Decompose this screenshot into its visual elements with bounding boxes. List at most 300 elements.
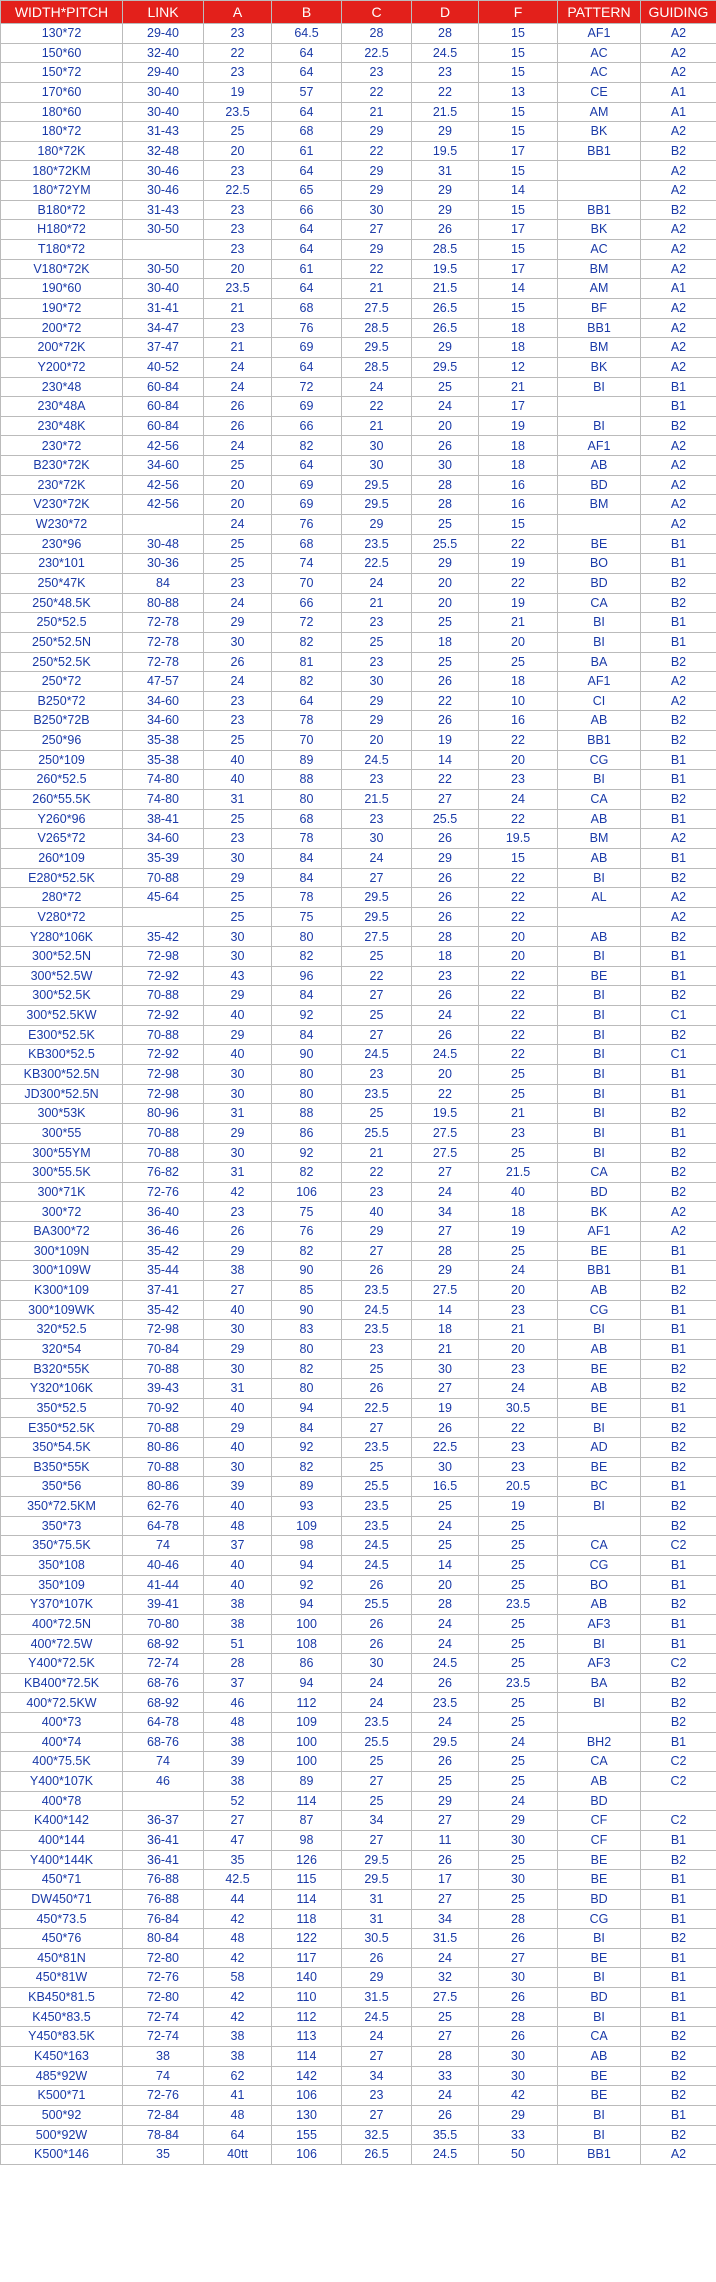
cell-link: 74 [123,2066,204,2086]
cell-b: 72 [272,377,342,397]
cell-pattern: BI [558,2125,641,2145]
cell-width-pitch: 450*81N [1,1948,123,1968]
header-b: B [272,1,342,24]
cell-f: 22 [479,986,558,1006]
cell-c: 23.5 [342,1713,412,1733]
cell-a: 25 [204,907,272,927]
cell-d: 26 [412,829,479,849]
table-row [1,1359,716,1379]
cell-guiding: B2 [641,1025,716,1045]
cell-f: 22 [479,888,558,908]
cell-c: 29.5 [342,475,412,495]
cell-width-pitch: 230*101 [1,554,123,574]
cell-b: 130 [272,2105,342,2125]
cell-b: 69 [272,495,342,515]
cell-d: 26 [412,436,479,456]
cell-guiding: B2 [641,1673,716,1693]
cell-a: 30 [204,1084,272,1104]
cell-link: 39-41 [123,1595,204,1615]
cell-d: 26 [412,1752,479,1772]
cell-pattern: BI [558,1968,641,1988]
cell-pattern: BA [558,652,641,672]
cell-link [123,1791,204,1811]
table-body [1,24,716,2165]
cell-d: 24 [412,1182,479,1202]
cell-link: 76-88 [123,1889,204,1909]
cell-pattern: BK [558,220,641,240]
cell-c: 31.5 [342,1988,412,2008]
cell-f: 19 [479,554,558,574]
cell-width-pitch: 260*52.5 [1,770,123,790]
cell-guiding: B2 [641,789,716,809]
cell-link: 74-80 [123,770,204,790]
cell-link: 42-56 [123,475,204,495]
cell-f: 23 [479,1457,558,1477]
cell-f: 19 [479,1222,558,1242]
cell-pattern: CA [558,1163,641,1183]
cell-pattern: BC [558,1477,641,1497]
cell-link: 38 [123,2046,204,2066]
table-row [1,397,716,417]
cell-width-pitch: 250*48.5K [1,593,123,613]
cell-b: 64 [272,240,342,260]
cell-f: 25 [479,1084,558,1104]
cell-a: 23 [204,318,272,338]
cell-d: 33 [412,2066,479,2086]
table-row [1,416,716,436]
cell-d: 26 [412,2105,479,2125]
cell-c: 29.5 [342,1870,412,1890]
cell-a: 39 [204,1477,272,1497]
cell-d: 27.5 [412,1281,479,1301]
cell-c: 30 [342,200,412,220]
cell-width-pitch: V230*72K [1,495,123,515]
cell-guiding: A2 [641,298,716,318]
cell-pattern: BM [558,259,641,279]
cell-pattern: CA [558,1752,641,1772]
cell-width-pitch: BA300*72 [1,1222,123,1242]
cell-b: 98 [272,1536,342,1556]
cell-link: 62-76 [123,1497,204,1517]
cell-a: 31 [204,1379,272,1399]
table-row [1,2007,716,2027]
cell-d: 28.5 [412,240,479,260]
cell-pattern: AC [558,43,641,63]
cell-link: 70-88 [123,1418,204,1438]
cell-link: 72-78 [123,613,204,633]
cell-guiding: B2 [641,2046,716,2066]
cell-link: 70-84 [123,1339,204,1359]
cell-guiding: A2 [641,907,716,927]
cell-b: 92 [272,1143,342,1163]
cell-b: 117 [272,1948,342,1968]
cell-width-pitch: 350*73 [1,1516,123,1536]
cell-f: 21 [479,613,558,633]
cell-d: 26 [412,1418,479,1438]
cell-f: 29 [479,1811,558,1831]
cell-a: 22.5 [204,181,272,201]
cell-f: 42 [479,2086,558,2106]
cell-pattern: BK [558,357,641,377]
cell-link: 72-80 [123,1948,204,1968]
cell-a: 46 [204,1693,272,1713]
cell-width-pitch: 300*55 [1,1123,123,1143]
cell-link: 68-76 [123,1732,204,1752]
cell-b: 74 [272,554,342,574]
table-header [1,1,716,24]
cell-c: 29.5 [342,1850,412,1870]
cell-link: 34-47 [123,318,204,338]
cell-a: 40 [204,1438,272,1458]
cell-pattern: AB [558,1379,641,1399]
cell-f: 20.5 [479,1477,558,1497]
cell-guiding: B1 [641,1909,716,1929]
cell-b: 98 [272,1830,342,1850]
cell-pattern: BH2 [558,1732,641,1752]
table-row [1,1064,716,1084]
cell-guiding: A2 [641,181,716,201]
cell-width-pitch: 300*71K [1,1182,123,1202]
cell-width-pitch: 350*109 [1,1575,123,1595]
cell-width-pitch: 400*74 [1,1732,123,1752]
cell-d: 24 [412,1713,479,1733]
cell-width-pitch: 250*52.5N [1,632,123,652]
cell-link: 78-84 [123,2125,204,2145]
cell-width-pitch: 190*60 [1,279,123,299]
cell-guiding: B2 [641,1595,716,1615]
table-row [1,986,716,1006]
cell-width-pitch: 300*52.5W [1,966,123,986]
cell-guiding: A2 [641,456,716,476]
cell-width-pitch: K500*146 [1,2145,123,2165]
cell-width-pitch: 300*109W [1,1261,123,1281]
table-row [1,475,716,495]
cell-guiding: A2 [641,1202,716,1222]
cell-c: 27 [342,986,412,1006]
cell-b: 106 [272,2145,342,2165]
table-row [1,1339,716,1359]
cell-d: 24.5 [412,2145,479,2165]
cell-d: 18 [412,632,479,652]
table-row [1,2105,716,2125]
cell-c: 29 [342,161,412,181]
cell-guiding: B2 [641,1418,716,1438]
cell-link: 36-40 [123,1202,204,1222]
cell-b: 94 [272,1398,342,1418]
cell-b: 93 [272,1497,342,1517]
cell-a: 30 [204,947,272,967]
cell-b: 88 [272,770,342,790]
cell-f: 15 [479,848,558,868]
cell-c: 27 [342,868,412,888]
cell-width-pitch: Y200*72 [1,357,123,377]
cell-b: 70 [272,731,342,751]
table-row [1,672,716,692]
cell-f: 25 [479,1713,558,1733]
table-row [1,1281,716,1301]
cell-width-pitch: 300*55YM [1,1143,123,1163]
cell-f: 25 [479,1516,558,1536]
cell-width-pitch: 250*72 [1,672,123,692]
cell-link: 38-41 [123,809,204,829]
cell-width-pitch: 400*144 [1,1830,123,1850]
cell-a: 38 [204,1614,272,1634]
cell-d: 20 [412,593,479,613]
cell-a: 29 [204,1418,272,1438]
cell-guiding: A2 [641,24,716,44]
table-row [1,1025,716,1045]
cell-d: 26 [412,986,479,1006]
cell-width-pitch: KB300*52.5 [1,1045,123,1065]
cell-pattern: BI [558,1418,641,1438]
cell-c: 23 [342,652,412,672]
cell-guiding: B1 [641,1968,716,1988]
cell-guiding: A2 [641,338,716,358]
cell-a: 25 [204,122,272,142]
table-row [1,789,716,809]
table-row [1,1320,716,1340]
cell-a: 25 [204,731,272,751]
cell-width-pitch: 130*72 [1,24,123,44]
cell-f: 16 [479,495,558,515]
cell-a: 24 [204,672,272,692]
table-row [1,1830,716,1850]
cell-pattern: BD [558,1182,641,1202]
cell-a: 40tt [204,2145,272,2165]
table-row [1,2125,716,2145]
cell-b: 78 [272,888,342,908]
cell-a: 48 [204,1713,272,1733]
cell-d: 26 [412,1673,479,1693]
cell-a: 52 [204,1791,272,1811]
cell-b: 75 [272,1202,342,1222]
cell-b: 80 [272,927,342,947]
cell-a: 25 [204,456,272,476]
cell-d: 14 [412,1300,479,1320]
cell-a: 31 [204,1104,272,1124]
cell-c: 23 [342,770,412,790]
cell-a: 24 [204,377,272,397]
cell-guiding: A2 [641,888,716,908]
cell-guiding: B1 [641,1300,716,1320]
table-row [1,298,716,318]
cell-link: 80-88 [123,593,204,613]
cell-a: 23 [204,1202,272,1222]
cell-link: 72-74 [123,1654,204,1674]
cell-link: 37-47 [123,338,204,358]
cell-link: 34-60 [123,691,204,711]
cell-b: 114 [272,1791,342,1811]
cell-guiding: B1 [641,1064,716,1084]
cell-a: 42 [204,1948,272,1968]
cell-d: 24.5 [412,1654,479,1674]
cell-pattern: AM [558,279,641,299]
cell-guiding: A2 [641,829,716,849]
cell-c: 29.5 [342,338,412,358]
cell-f: 19.5 [479,829,558,849]
cell-a: 48 [204,1516,272,1536]
cell-b: 142 [272,2066,342,2086]
cell-d: 29 [412,122,479,142]
cell-guiding: B2 [641,1163,716,1183]
cell-link: 72-78 [123,652,204,672]
cell-a: 38 [204,2046,272,2066]
cell-pattern: BA [558,1673,641,1693]
table-row [1,1182,716,1202]
cell-pattern: BB1 [558,731,641,751]
cell-f: 22 [479,868,558,888]
cell-f: 12 [479,357,558,377]
cell-b: 64 [272,279,342,299]
cell-pattern: AB [558,2046,641,2066]
cell-b: 78 [272,711,342,731]
cell-f: 24 [479,1379,558,1399]
cell-width-pitch: B230*72K [1,456,123,476]
cell-b: 140 [272,1968,342,1988]
cell-width-pitch: JD300*52.5N [1,1084,123,1104]
cell-a: 24 [204,436,272,456]
cell-guiding: A2 [641,436,716,456]
cell-pattern: BB1 [558,141,641,161]
cell-f: 15 [479,200,558,220]
cell-guiding: B1 [641,809,716,829]
cell-c: 22.5 [342,43,412,63]
cell-f: 10 [479,691,558,711]
table-row [1,888,716,908]
cell-c: 22.5 [342,1398,412,1418]
cell-b: 82 [272,632,342,652]
table-row [1,554,716,574]
cell-b: 90 [272,1300,342,1320]
cell-d: 27 [412,1163,479,1183]
cell-c: 21 [342,1143,412,1163]
cell-guiding: B2 [641,141,716,161]
cell-d: 29 [412,1261,479,1281]
cell-link: 64-78 [123,1713,204,1733]
cell-b: 84 [272,868,342,888]
cell-width-pitch: K500*71 [1,2086,123,2106]
cell-pattern: AC [558,240,641,260]
cell-link: 72-74 [123,2027,204,2047]
cell-guiding: B2 [641,200,716,220]
cell-b: 80 [272,1339,342,1359]
cell-width-pitch: 230*48A [1,397,123,417]
cell-guiding: C2 [641,1752,716,1772]
cell-d: 28 [412,495,479,515]
cell-b: 90 [272,1045,342,1065]
cell-d: 20 [412,1064,479,1084]
cell-d: 24 [412,1006,479,1026]
cell-a: 25 [204,554,272,574]
table-row [1,1929,716,1949]
cell-d: 17 [412,1870,479,1890]
cell-d: 30 [412,1457,479,1477]
header-row [1,1,716,24]
cell-b: 68 [272,122,342,142]
cell-d: 23 [412,63,479,83]
cell-f: 33 [479,2125,558,2145]
cell-link: 80-84 [123,1929,204,1949]
cell-link: 74 [123,1536,204,1556]
header-f: F [479,1,558,24]
table-row [1,1772,716,1792]
cell-a: 27 [204,1281,272,1301]
cell-b: 96 [272,966,342,986]
cell-b: 64 [272,102,342,122]
cell-c: 29.5 [342,907,412,927]
cell-d: 21.5 [412,102,479,122]
table-row [1,573,716,593]
cell-guiding: C1 [641,1006,716,1026]
cell-d: 24.5 [412,43,479,63]
cell-f: 15 [479,240,558,260]
cell-d: 24.5 [412,1045,479,1065]
cell-width-pitch: 400*78 [1,1791,123,1811]
cell-link: 70-88 [123,1123,204,1143]
cell-b: 110 [272,1988,342,2008]
cell-d: 27 [412,1379,479,1399]
table-row [1,1988,716,2008]
cell-c: 22 [342,259,412,279]
cell-link: 74-80 [123,789,204,809]
cell-b: 64.5 [272,24,342,44]
cell-link: 80-86 [123,1477,204,1497]
cell-guiding [641,1791,716,1811]
cell-a: 35 [204,1850,272,1870]
cell-width-pitch: 450*71 [1,1870,123,1890]
cell-c: 24 [342,848,412,868]
cell-f: 25 [479,1614,558,1634]
cell-width-pitch: Y260*96 [1,809,123,829]
cell-d: 28 [412,1241,479,1261]
cell-guiding: A2 [641,220,716,240]
cell-b: 108 [272,1634,342,1654]
cell-a: 20 [204,141,272,161]
cell-b: 76 [272,318,342,338]
cell-c: 22 [342,397,412,417]
cell-link: 35-44 [123,1261,204,1281]
cell-link: 35-42 [123,1241,204,1261]
cell-link: 30-40 [123,279,204,299]
cell-pattern: BI [558,1025,641,1045]
cell-a: 24 [204,515,272,535]
cell-a: 31 [204,1163,272,1183]
cell-c: 23 [342,1064,412,1084]
cell-b: 70 [272,573,342,593]
cell-d: 29 [412,181,479,201]
cell-d: 24 [412,1614,479,1634]
cell-link: 60-84 [123,397,204,417]
cell-c: 30.5 [342,1929,412,1949]
cell-pattern: BE [558,1870,641,1890]
cell-a: 26 [204,652,272,672]
cell-guiding: B1 [641,1084,716,1104]
cell-a: 40 [204,1045,272,1065]
cell-b: 82 [272,1163,342,1183]
cell-link: 30-48 [123,534,204,554]
cell-link: 72-84 [123,2105,204,2125]
table-row [1,848,716,868]
cell-f: 22 [479,809,558,829]
cell-b: 76 [272,515,342,535]
cell-b: 109 [272,1713,342,1733]
cell-guiding: B2 [641,1457,716,1477]
cell-f: 14 [479,279,558,299]
cell-width-pitch: 350*52.5 [1,1398,123,1418]
table-row [1,1595,716,1615]
cell-pattern [558,907,641,927]
cell-width-pitch: 230*48K [1,416,123,436]
